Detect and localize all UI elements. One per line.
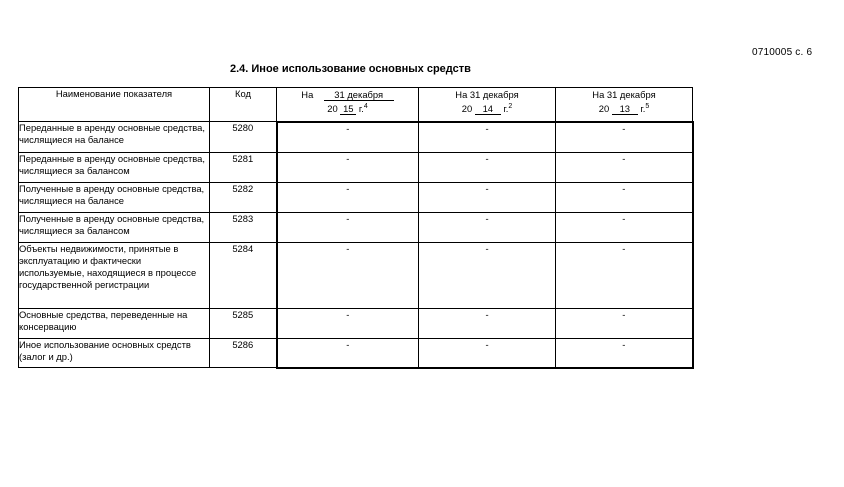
row-name: Переданные в аренду основные средства, числящиеся на балансе [19, 122, 210, 153]
header-col1-century: 20 [327, 103, 338, 114]
header-name: Наименование показателя [19, 88, 210, 122]
table-row [19, 122, 693, 153]
row-code: 5280 [210, 122, 277, 153]
row-name: Полученные в аренду основные средства, числящиеся за балансом [19, 213, 210, 243]
row-value-col1: - [277, 122, 419, 153]
section-title: 2.4. Иное использование основных средств [230, 63, 471, 75]
row-value-col1: - [277, 339, 419, 368]
row-code: 5282 [210, 183, 277, 213]
row-value-col3: - [556, 153, 693, 183]
row-code: 5283 [210, 213, 277, 243]
header-col1-year: 15 [340, 103, 356, 115]
row-code: 5284 [210, 243, 277, 309]
row-value-col2: - [419, 309, 556, 339]
row-code: 5281 [210, 153, 277, 183]
header-col3-year: 13 [612, 103, 638, 115]
row-name: Переданные в аренду основные средства, числящиеся за балансом [19, 153, 210, 183]
row-value-col1: - [277, 309, 419, 339]
header-col1-prefix: На [301, 89, 314, 100]
form-code: 0710005 с. 6 [752, 47, 813, 58]
row-value-col2: - [419, 339, 556, 368]
row-value-col3: - [556, 183, 693, 213]
row-value-col2: - [419, 243, 556, 309]
row-value-col1: - [277, 213, 419, 243]
row-value-col2: - [419, 153, 556, 183]
row-value-col2: - [419, 122, 556, 153]
header-col3-prefix: На 31 декабря [592, 89, 656, 100]
row-value-col1: - [277, 183, 419, 213]
row-name: Полученные в аренду основные средства, числящиеся на балансе [19, 183, 210, 213]
fixed-assets-table [18, 87, 694, 369]
header-col1-suffix: г. [358, 103, 364, 114]
row-value-col2: - [419, 213, 556, 243]
row-value-col3: - [556, 339, 693, 368]
header-col1-footnote: 4 [363, 103, 368, 110]
header-col2-century: 20 [461, 103, 473, 114]
header-col3 [556, 88, 693, 122]
header-col3-footnote: 5 [645, 103, 650, 110]
header-col3-suffix: г. [640, 103, 646, 114]
row-code: 5285 [210, 309, 277, 339]
table-row [19, 309, 693, 339]
header-col2-prefix: На 31 декабря [455, 89, 519, 100]
header-col3-century: 20 [598, 103, 610, 114]
header-col2 [419, 88, 556, 122]
row-name: Иное использование основных средств (залог и др.) [19, 339, 210, 368]
row-name: Основные средства, переведенные на консервацию [19, 309, 210, 339]
table-row [19, 213, 693, 243]
header-col2-year: 14 [475, 103, 501, 115]
row-value-col1: - [277, 153, 419, 183]
table-row [19, 339, 693, 368]
row-value-col3: - [556, 309, 693, 339]
table-row [19, 243, 693, 309]
row-value-col3: - [556, 122, 693, 153]
header-col2-suffix: г. [503, 103, 509, 114]
table-row [19, 183, 693, 213]
header-code: Код [210, 88, 277, 122]
header-col2-footnote: 2 [508, 103, 513, 110]
row-value-col3: - [556, 213, 693, 243]
row-value-col1: - [277, 243, 419, 309]
header-col1-day: 31 декабря [324, 89, 394, 101]
header-row [19, 88, 693, 122]
row-value-col3: - [556, 243, 693, 309]
row-code: 5286 [210, 339, 277, 368]
row-value-col2: - [419, 183, 556, 213]
header-col1 [277, 88, 419, 122]
table-row [19, 153, 693, 183]
row-name: Объекты недвижимости, принятые в эксплуатацию и фактически используемые, находящиеся в процессе государственной регистрации [19, 243, 210, 309]
